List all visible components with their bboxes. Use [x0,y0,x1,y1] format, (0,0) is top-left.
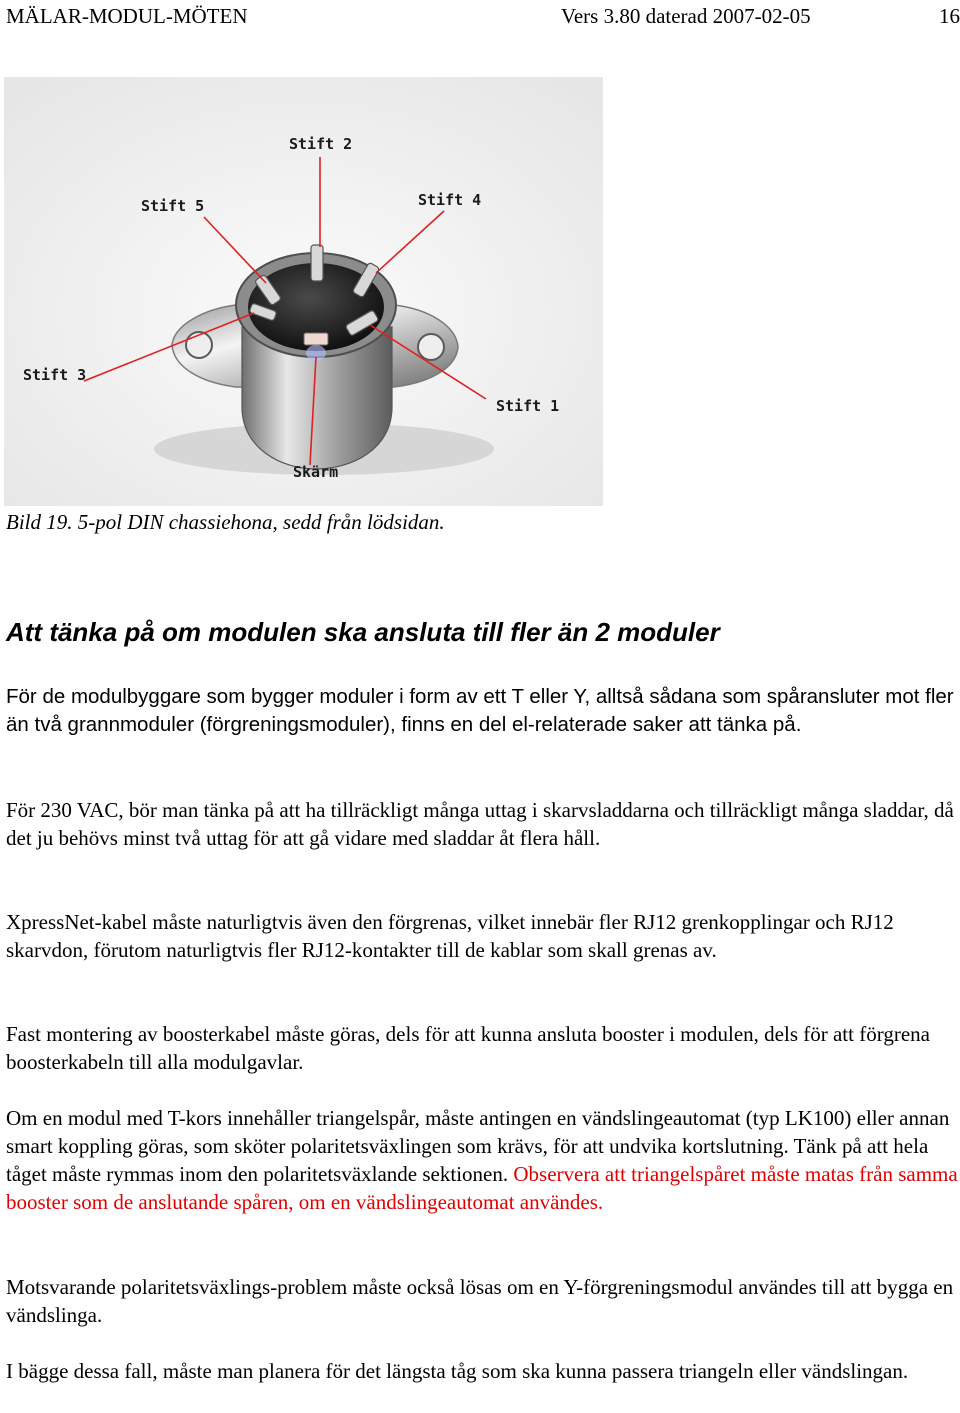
paragraph-4: Fast montering av boosterkabel måste göras, dels för att kunna ansluta booster i modulen, dels för att förgrena boosterkabeln till alla modulgavlar. [6,1022,930,1074]
paragraph-6: Motsvarande polaritetsväxlings-problem måste också lösas om en Y-förgreningsmodul användes till att bygga en vändslinga. [6,1275,954,1327]
page-number: 16 [939,4,960,28]
label-stift-1: Stift 1 [496,397,560,415]
label-stift-3: Stift 3 [23,366,87,384]
paragraph-2: För 230 VAC, bör man tänka på att ha tillräckligt många uttag i skarvsladdarna och tillräckligt många sladdar, då det ju behövs minst två uttag för att gå vidare med sladdar åt flera håll. [6,798,954,850]
label-stift-4: Stift 4 [418,191,482,209]
paragraph-5-highlight: Observera att triangelspåret måste matas från samma booster som de anslutande spåren, om en vändslingeautomat användes. [6,1162,958,1214]
label-stift-5: Stift 5 [141,197,205,215]
label-stift-2: Stift 2 [289,135,353,153]
label-skarm: Skärm [293,463,339,481]
version-date: Vers 3.80 daterad 2007-02-05 [561,4,811,28]
page-header [6,3,960,29]
din-socket-illustration [4,77,603,506]
paragraph-1: För de modulbyggare som bygger moduler i form av ett T eller Y, alltså sådana som spåransluter mot fler än två grannmoduler (förgreningsmoduler), finns en del el-relaterade saker att tänka på. [6,685,954,736]
figure-caption: Bild 19. 5-pol DIN chassiehona, sedd från lödsidan. [6,510,445,534]
section-heading: Att tänka på om modulen ska ansluta till fler än 2 moduler [6,617,720,647]
document-title: MÄLAR-MODUL-MÖTEN [6,4,248,28]
paragraph-5-text: Om en modul med T-kors innehåller triangelspår, måste antingen en vändslingeautomat (typ LK100) eller annan smart koppling göras, som sköter polaritetsväxlingen som krävs, för att undvika kortslutning. Tänk på att hela tåget måste rymmas inom den polaritetsväxlande sektionen. [6,1106,950,1186]
paragraph-5 [6,1104,960,1216]
paragraph-7: I bägge dessa fall, måste man planera för det längsta tåg som ska kunna passera triangeln eller vändslingan. [6,1359,909,1383]
paragraph-3: XpressNet-kabel måste naturligtvis även den förgrenas, vilket innebär fler RJ12 grenkopplingar och RJ12 skarvdon, förutom naturligtvis fler RJ12-kontakter till de kablar som skall grenas av. [6,910,894,962]
din-socket-photo [4,77,603,506]
